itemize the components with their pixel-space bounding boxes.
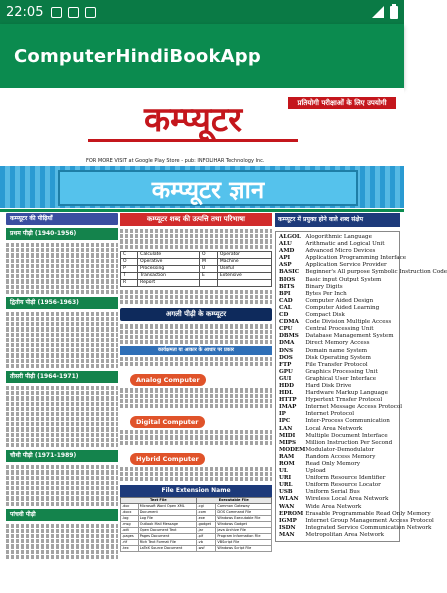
acronym-expansion: Internet Protocol xyxy=(305,411,355,418)
acronym-expansion: Graphical User Interface xyxy=(305,375,377,382)
acronym-expansion: Application Programming Interface xyxy=(305,255,407,262)
acronym-expansion: Internet Group Management Access Protocol xyxy=(305,517,434,524)
file-extension-title: File Extension Name xyxy=(120,485,272,497)
generation-text xyxy=(6,312,118,368)
ext-cell: .pif xyxy=(196,534,216,540)
acronym-code: BASIC xyxy=(279,269,300,276)
acronym-expansion: Compact Disk xyxy=(305,312,345,319)
acronym-code: ISDN xyxy=(279,524,296,531)
generations-column xyxy=(6,213,118,593)
acronym-row xyxy=(279,390,447,397)
acronym-code: HDD xyxy=(279,382,294,389)
acronym-expansion: Read Only Memory xyxy=(305,461,361,467)
acronym-row xyxy=(279,312,447,319)
ext-header: Executable File xyxy=(196,498,271,504)
banner xyxy=(0,166,404,208)
acronym-list xyxy=(279,234,447,539)
acronym-expansion: Basic input Output System xyxy=(305,276,382,283)
digital-heading: Digital Computer xyxy=(130,416,205,428)
acronym-expansion: Random Access Memory xyxy=(305,453,376,460)
abbr-cell: Processing xyxy=(138,265,200,272)
abbr-row xyxy=(121,251,272,258)
acronym-code: ALGOL xyxy=(279,234,301,240)
acronym-expansion: Computer Aided Learning xyxy=(305,304,380,311)
acronym-row xyxy=(279,277,447,284)
acronym-expansion: Bytes Per Inch xyxy=(305,290,347,297)
acronym-frame xyxy=(275,231,447,542)
acronym-expansion: Multiple Document Interface xyxy=(305,432,388,439)
acronym-code: CDMA xyxy=(279,319,299,326)
acronym-expansion: File Transfer Protocol xyxy=(305,361,368,368)
acronym-row xyxy=(279,454,447,461)
acronym-expansion: Modulator-Demodulator xyxy=(305,446,375,453)
abbr-cell: C xyxy=(121,251,138,258)
definition-text xyxy=(120,290,272,305)
abbr-cell: E xyxy=(199,272,217,279)
ext-cell: Rich Text Format File xyxy=(138,540,196,546)
acronym-expansion: Central Processing Unit xyxy=(305,326,374,333)
abbr-cell: U xyxy=(199,265,217,272)
ext-cell: .tex xyxy=(121,546,139,552)
acronym-code: HTTP xyxy=(279,397,297,404)
acronym-row xyxy=(279,397,447,404)
abbr-cell xyxy=(199,279,217,286)
ext-cell: .rtf xyxy=(121,540,139,546)
acronym-code: CD xyxy=(279,312,289,319)
acronym-row xyxy=(279,525,447,532)
acronym-row xyxy=(279,234,447,241)
acronym-code: GPU xyxy=(279,368,293,375)
ext-cell: Common Gateway xyxy=(216,504,272,510)
page-columns xyxy=(0,213,447,593)
abbr-cell: Useful xyxy=(217,265,271,272)
notification-icons xyxy=(51,7,96,18)
acronym-row xyxy=(279,404,447,411)
acronym-code: MAN xyxy=(279,531,295,538)
ext-cell: Document xyxy=(138,510,196,516)
types-text xyxy=(120,357,272,366)
generation-text xyxy=(6,524,118,559)
acronym-expansion: Database Management System xyxy=(305,333,394,340)
acronym-row xyxy=(279,461,447,468)
ext-cell: .msg xyxy=(121,522,139,528)
ext-cell: .pages xyxy=(121,534,139,540)
acronym-expansion: Wide Area Network xyxy=(305,503,362,510)
hybrid-heading: Hybrid Computer xyxy=(130,453,205,465)
status-bar xyxy=(0,0,404,24)
acronym-expansion: Uniform Resource Identifier xyxy=(305,475,386,482)
acronym-code: URI xyxy=(279,475,292,482)
abbr-cell: O xyxy=(121,258,138,265)
acronym-row xyxy=(279,496,447,503)
generations-heading: कम्प्यूटर की पीढ़ियाँ xyxy=(6,213,118,225)
acronym-expansion: Graphics Processing Unit xyxy=(305,368,378,375)
acronym-code: MODEM xyxy=(279,446,306,453)
ext-cell: .log xyxy=(121,516,139,522)
acronym-code: DBMS xyxy=(279,333,299,340)
battery-icon xyxy=(390,6,398,19)
ext-cell: VBScript File xyxy=(216,540,272,546)
acronym-expansion: Direct Memory Access xyxy=(305,340,370,347)
acronym-code: AMD xyxy=(279,248,295,255)
acronym-row xyxy=(279,511,447,518)
acronym-row xyxy=(279,376,447,383)
acronym-row xyxy=(279,489,447,496)
acronym-expansion: Inter-Process Communication xyxy=(305,418,390,425)
acronym-row xyxy=(279,369,447,376)
acronym-row xyxy=(279,355,447,362)
abbr-row xyxy=(121,258,272,265)
acronym-row xyxy=(279,333,447,340)
acronym-expansion: Local Area Network xyxy=(305,425,363,432)
ext-cell: Windows Gadget xyxy=(216,522,272,528)
generation-title: द्वितीय पीढ़ी (1956-1963) xyxy=(6,297,118,309)
abbr-cell: T xyxy=(121,272,138,279)
acronym-row xyxy=(279,475,447,482)
ext-cell: .doc xyxy=(121,504,139,510)
acronym-row xyxy=(279,241,447,248)
acronym-expansion: Wireless Local Area Network xyxy=(305,496,389,503)
acronym-code: RAM xyxy=(279,453,295,460)
acronym-expansion: Beginner's All purpose Symbolic Instruction Code xyxy=(305,269,447,276)
acronym-row xyxy=(279,269,447,276)
definition-text xyxy=(120,229,272,249)
acronym-row xyxy=(279,262,447,269)
abbr-row xyxy=(121,265,272,272)
ext-cell: DOS Command File xyxy=(216,510,272,516)
acronym-row xyxy=(279,255,447,262)
acronym-row xyxy=(279,291,447,298)
acronym-code: IP xyxy=(279,411,286,418)
acronym-code: EPROM xyxy=(279,510,304,517)
acronym-expansion: Internet Message Access Protocol xyxy=(305,404,402,411)
acronym-row xyxy=(279,348,447,355)
acronym-expansion: Code Division Multiple Access xyxy=(305,319,392,326)
acronym-code: DNS xyxy=(279,347,294,354)
acronym-code: BITS xyxy=(279,283,295,290)
acronym-row xyxy=(279,383,447,390)
acronym-code: ASP xyxy=(279,262,292,269)
acronym-heading: कम्प्यूटर में प्रयुक्त होने वाले शब्द संक्षेप xyxy=(275,213,400,227)
acronym-expansion: Uniform Resource Locator xyxy=(305,482,381,489)
generation-title: पांचवी पीढ़ी xyxy=(6,509,118,521)
next-gen-heading: अगली पीढ़ी के कम्प्यूटर xyxy=(120,308,272,321)
acronym-row xyxy=(279,468,447,475)
app-bar xyxy=(0,24,404,88)
acronym-code: URL xyxy=(279,482,293,489)
generation-title: चौथी पीढ़ी (1971-1989) xyxy=(6,450,118,462)
acronym-row xyxy=(279,326,447,333)
acronym-row xyxy=(279,319,447,326)
acronym-code: CPU xyxy=(279,326,293,333)
generation-text xyxy=(6,386,118,447)
cover-header xyxy=(0,88,404,142)
acronym-row xyxy=(279,482,447,489)
abbr-cell: Machine xyxy=(217,258,271,265)
store-note: FOR MORE VISIT at Google Play Store - pub: INFOLIHAR Technology Inc. xyxy=(86,158,265,164)
ext-cell: .vb xyxy=(196,540,216,546)
acronym-row xyxy=(279,447,447,454)
acronym-expansion: Application Service Provider xyxy=(305,262,387,269)
acronym-expansion: Disk Operating System xyxy=(305,354,371,361)
ext-header: Text File xyxy=(121,498,197,504)
acronym-expansion: Metropolitan Area Network xyxy=(305,531,385,538)
notification-square-icon xyxy=(68,7,79,18)
brand-title: कम्प्यूटर xyxy=(88,100,298,142)
acronym-code: MIDI xyxy=(279,432,296,439)
book-page-image[interactable] xyxy=(0,88,447,592)
notification-square-icon xyxy=(85,7,96,18)
generation-text xyxy=(6,465,118,506)
ext-cell: Java Archive File xyxy=(216,528,272,534)
abbr-cell: Calculate xyxy=(138,251,200,258)
divider xyxy=(0,209,404,212)
abbr-cell: P xyxy=(121,265,138,272)
acronym-expansion: Computer Aided Design xyxy=(305,297,374,304)
ext-cell: .com xyxy=(196,510,216,516)
app-title: ComputerHindiBookApp xyxy=(14,45,261,67)
abbr-cell: O xyxy=(199,251,217,258)
acronym-expansion: Million Instruction Per Second xyxy=(305,439,393,446)
abbr-cell: R xyxy=(121,279,138,286)
definition-column xyxy=(120,213,272,593)
acronym-code: BPI xyxy=(279,290,291,297)
acronym-expansion: Alogorithmic Language xyxy=(305,234,372,240)
types-heading: कार्यक्षमता या आकार के आधार पर प्रकार xyxy=(120,346,272,355)
acronym-row xyxy=(279,362,447,369)
acronym-code: WAN xyxy=(279,503,295,510)
acronym-row xyxy=(279,340,447,347)
acronym-expansion: Upload xyxy=(305,468,326,475)
acronym-code: DMA xyxy=(279,340,295,347)
hybrid-text xyxy=(120,467,272,482)
ext-cell: Outlook Mail Message xyxy=(138,522,196,528)
banner-title: कम्प्यूटर ज्ञान xyxy=(58,170,358,206)
acronym-code: CAL xyxy=(279,304,292,311)
ext-cell: .odt xyxy=(121,528,139,534)
acronym-code: USB xyxy=(279,489,293,496)
acronym-expansion: Binary Digits xyxy=(305,283,343,290)
abbr-cell: Extensive xyxy=(217,272,271,279)
acronym-code: LAN xyxy=(279,425,293,432)
acronym-code: ALU xyxy=(279,241,292,248)
acronym-expansion: Uniform Serial Bus xyxy=(305,489,360,496)
acronym-expansion: Arithmatic and Logical Unit xyxy=(305,241,385,248)
ext-row xyxy=(121,546,272,552)
acronym-row xyxy=(279,532,447,539)
abbr-cell: M xyxy=(199,258,217,265)
acronym-expansion: Hardware Markup Language xyxy=(305,390,388,397)
acronym-expansion: Erasable Programmable Read Only Memory xyxy=(305,510,431,517)
ext-cell: Windows Script File xyxy=(216,546,272,552)
abbr-cell: Operative xyxy=(138,258,200,265)
analog-text xyxy=(120,388,272,408)
abbr-cell: Operator xyxy=(217,251,271,258)
ext-cell: .docx xyxy=(121,510,139,516)
acronym-code: IGMP xyxy=(279,517,297,524)
analog-heading: Analog Computer xyxy=(130,374,206,386)
signal-icon xyxy=(372,6,384,18)
acronym-code: UL xyxy=(279,468,288,475)
abbr-cell xyxy=(217,279,271,286)
ext-cell: .gadget xyxy=(196,522,216,528)
ext-cell: LaTeX Source Document xyxy=(138,546,196,552)
digital-text xyxy=(120,430,272,445)
acronym-code: DOS xyxy=(279,354,293,361)
acronym-row xyxy=(279,504,447,511)
notification-square-icon xyxy=(51,7,62,18)
generation-title: तीसरी पीढ़ी (1964-1971) xyxy=(6,371,118,383)
acronym-code: GUI xyxy=(279,375,292,382)
side-badge: प्रतियोगी परीक्षाओं के लिए उपयोगी xyxy=(288,97,396,109)
ext-cell: Program Information File xyxy=(216,534,272,540)
computer-abbr-table xyxy=(120,251,272,287)
acronym-expansion: Hypertext Trnsfer Protocol xyxy=(305,397,383,404)
acronym-code: CAD xyxy=(279,297,293,304)
ext-cell: Windows Executable File xyxy=(216,516,272,522)
acronym-row xyxy=(279,518,447,525)
abbr-cell: Transaction xyxy=(138,272,200,279)
generation-text xyxy=(6,243,118,294)
acronym-column xyxy=(275,213,447,593)
acronym-row xyxy=(279,433,447,440)
acronym-code: ROM xyxy=(279,461,295,467)
status-time: 22:05 xyxy=(6,4,44,20)
definition-heading: कम्प्यूटर शब्द की उत्पत्ति तथा परिभाषा xyxy=(120,213,272,226)
next-gen-text xyxy=(120,324,272,344)
acronym-code: IMAP xyxy=(279,404,297,411)
acronym-row xyxy=(279,248,447,255)
ext-cell: .wsf xyxy=(196,546,216,552)
acronym-row xyxy=(279,305,447,312)
acronym-row xyxy=(279,426,447,433)
acronym-code: FTP xyxy=(279,361,292,368)
acronym-code: IPC xyxy=(279,418,291,425)
acronym-row xyxy=(279,440,447,447)
acronym-row xyxy=(279,418,447,425)
generation-title: प्रथम पीढ़ी (1940-1956) xyxy=(6,228,118,240)
file-extension-table xyxy=(120,497,272,552)
abbr-row xyxy=(121,279,272,286)
acronym-code: WLAN xyxy=(279,496,299,503)
abbr-cell: Report xyxy=(138,279,200,286)
acronym-row xyxy=(279,298,447,305)
acronym-expansion: Hard Disk Drive xyxy=(305,382,352,389)
acronym-row xyxy=(279,411,447,418)
ext-cell: .cgi xyxy=(196,504,216,510)
ext-cell: Pages Document xyxy=(138,534,196,540)
acronym-code: MIPS xyxy=(279,439,297,446)
acronym-expansion: Integrated Service Communication Network xyxy=(305,524,432,531)
system-icons xyxy=(372,6,398,19)
abbr-row xyxy=(121,272,272,279)
acronym-code: API xyxy=(279,255,291,262)
ext-cell: Log File xyxy=(138,516,196,522)
ext-cell: Microsoft Word Open XML xyxy=(138,504,196,510)
ext-cell: .exe xyxy=(196,516,216,522)
acronym-code: HDL xyxy=(279,390,294,397)
acronym-row xyxy=(279,284,447,291)
acronym-expansion: Domain name System xyxy=(305,347,368,354)
ext-cell: Open Document Text xyxy=(138,528,196,534)
ext-cell: .jar xyxy=(196,528,216,534)
acronym-code: BIOS xyxy=(279,276,296,283)
acronym-expansion: Advanced Micro Devices xyxy=(305,248,376,255)
